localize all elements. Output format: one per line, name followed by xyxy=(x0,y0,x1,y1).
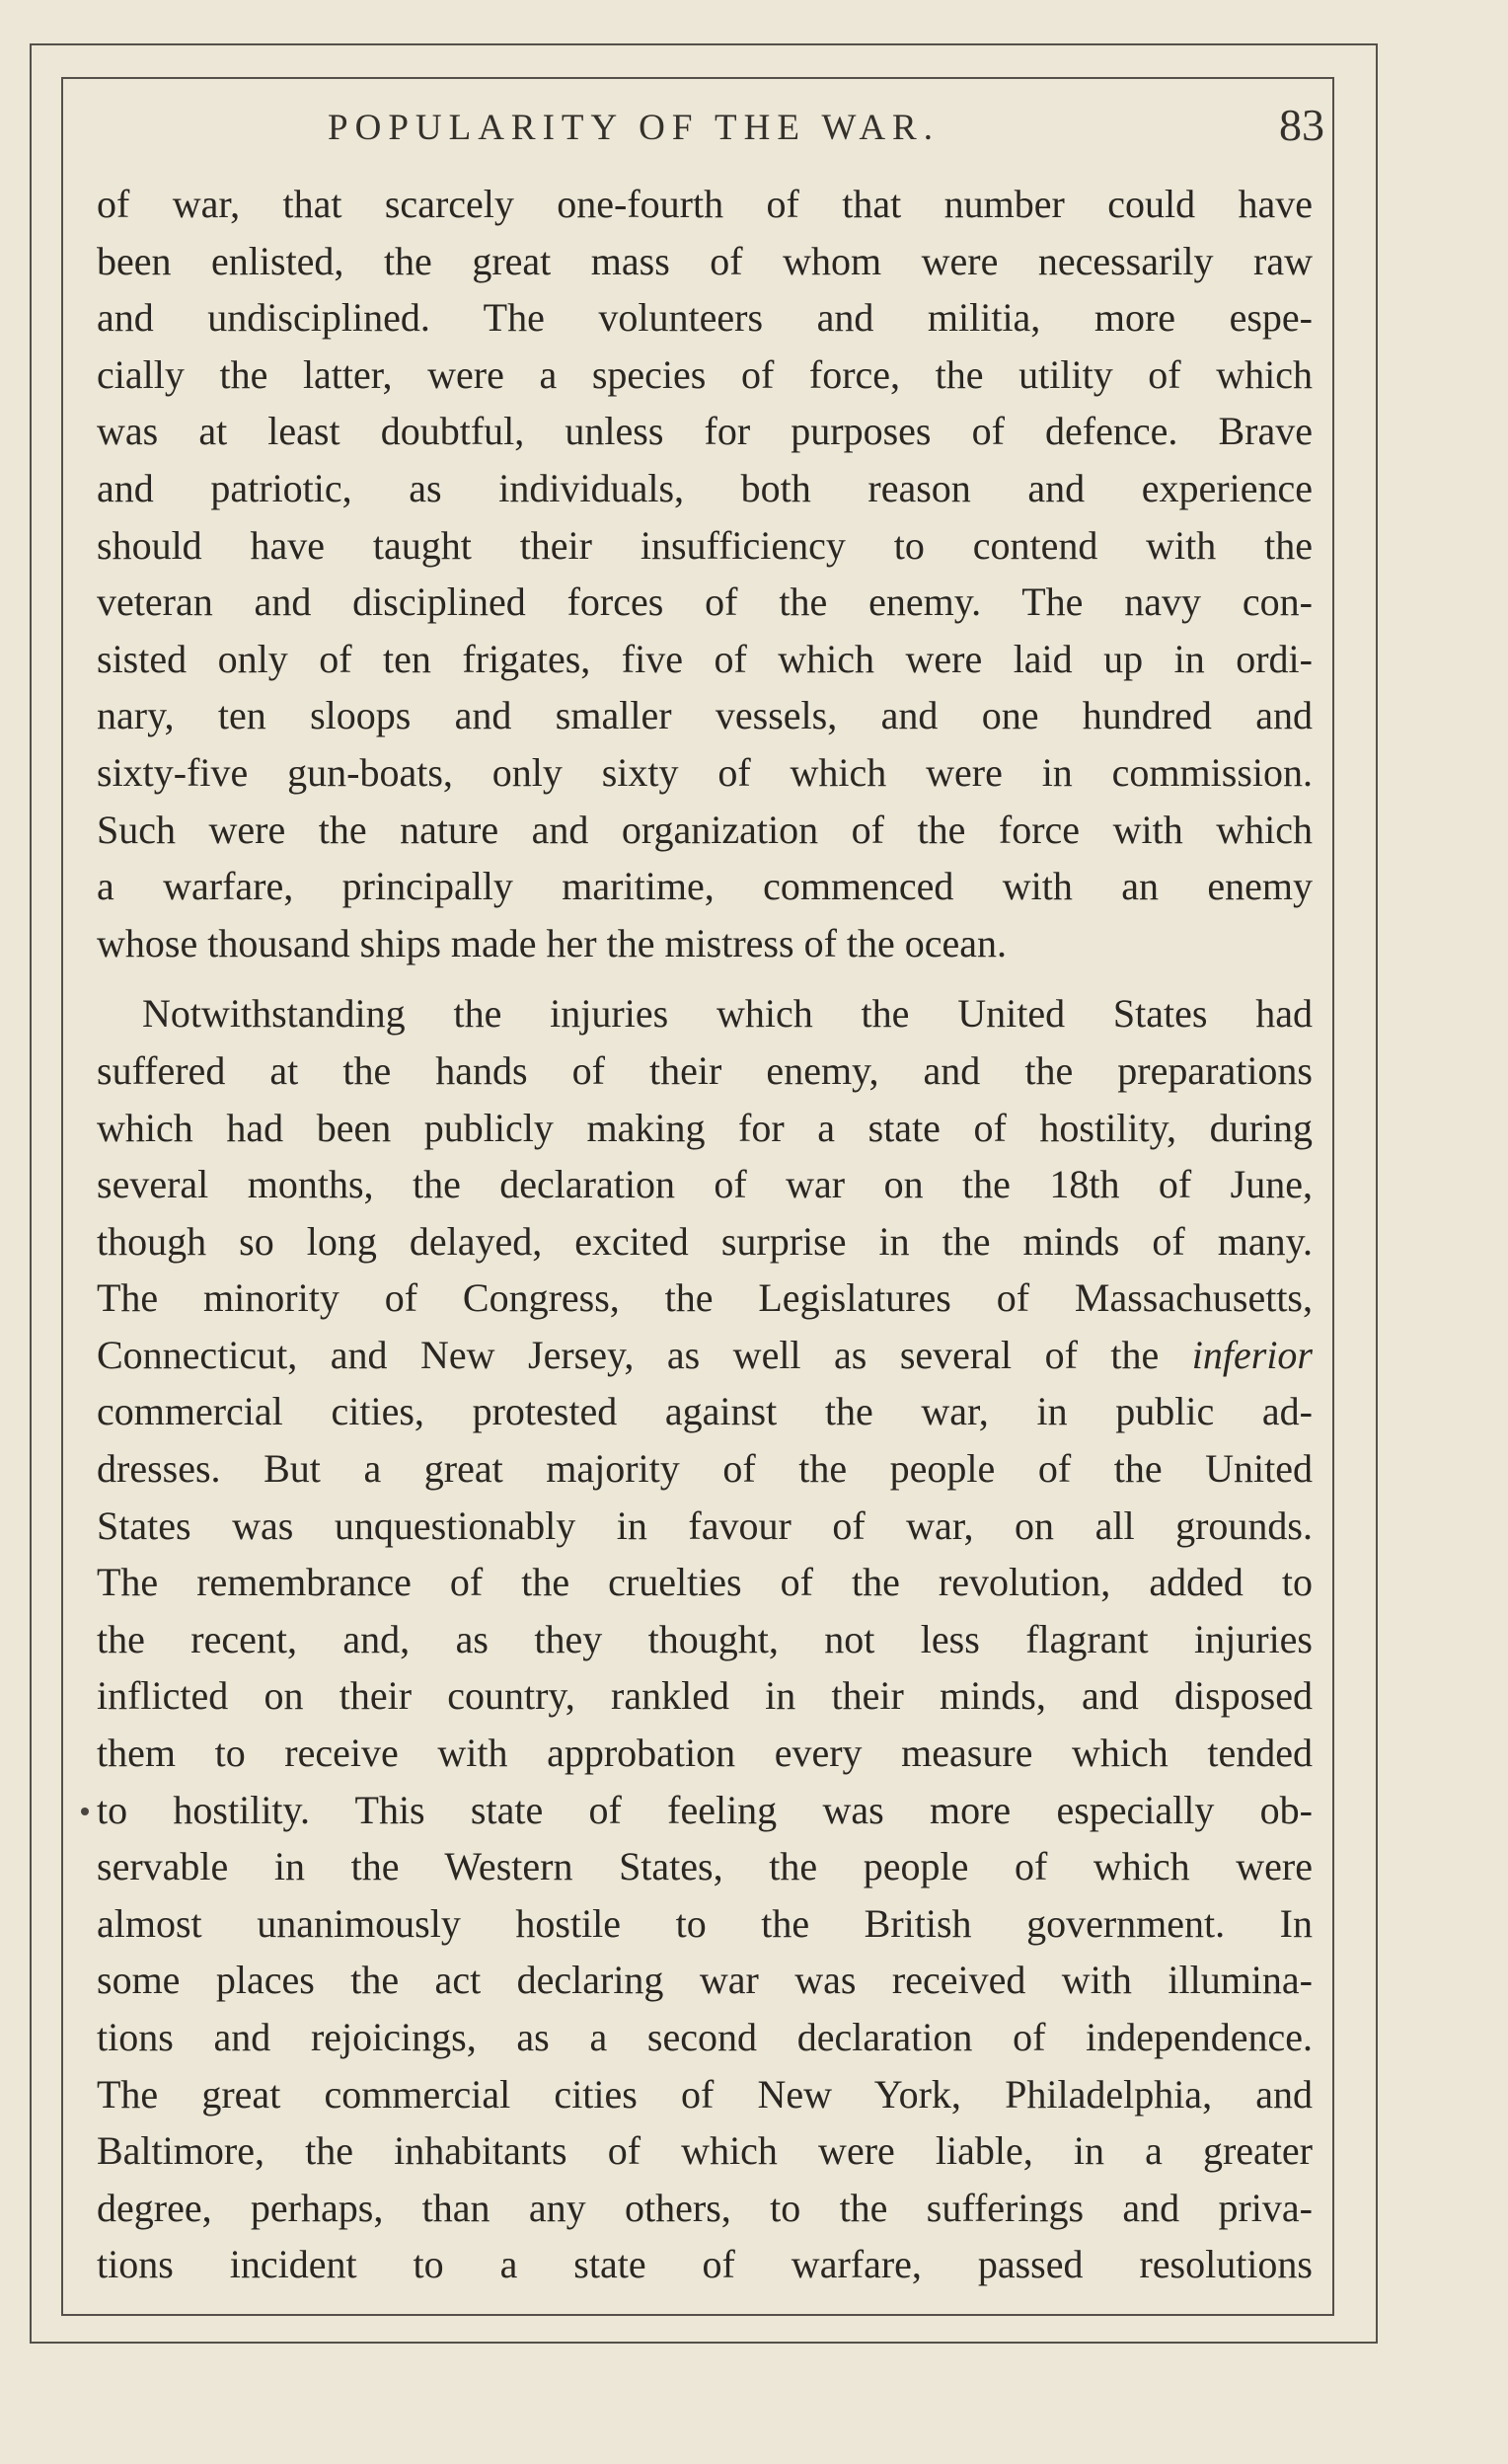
text-line: of war, that scarcely one-fourth of that number could have xyxy=(97,182,1313,226)
text-line: whose thousand ships made her the mistress of the ocean. xyxy=(97,920,1008,965)
text-line: cially the latter, were a species of force, the utility of which xyxy=(97,351,1313,397)
text-line: Notwithstanding the injuries which the United States had xyxy=(142,991,1313,1037)
text-line: dresses. But a great majority of the people of the United xyxy=(97,1446,1313,1492)
text-line: a warfare, principally maritime, commenced with an enemy xyxy=(97,864,1313,909)
text-line: inflicted on their country, rankled in their minds, and disposed xyxy=(97,1673,1313,1719)
body-text xyxy=(97,176,1313,2293)
text-line: to hostility. This state of feeling was more especially ob- xyxy=(97,1787,1313,1832)
text-line: tions incident to a state of warfare, passed resolutions xyxy=(97,2242,1313,2287)
text-line: The great commercial cities of New York, Philadelphia, and xyxy=(97,2071,1313,2117)
text-line: tions and rejoicings, as a second declaration of independence. xyxy=(97,2015,1313,2059)
text-line: suffered at the hands of their enemy, and the preparations xyxy=(97,1047,1313,1093)
text-line: sixty-five gun-boats, only sixty of which were in commission. xyxy=(97,749,1313,795)
running-head-title: POPULARITY OF THE WAR. xyxy=(328,108,940,148)
text-line: which had been publicly making for a state of hostility, during xyxy=(97,1105,1313,1150)
paragraph-gap xyxy=(97,971,1313,985)
text-line: Connecticut, and New Jersey, as well as several of the inferior xyxy=(97,1332,1313,1377)
paragraph-2 xyxy=(97,985,1313,2293)
paragraph-1 xyxy=(97,176,1313,971)
text-line: and patriotic, as individuals, both reason and experience xyxy=(97,465,1313,510)
text-line: them to receive with approbation every measure which tended xyxy=(97,1731,1313,1776)
text-line: degree, perhaps, than any others, to the sufferings and priva- xyxy=(97,2185,1313,2230)
text-line: should have taught their insufficiency to contend with the xyxy=(97,522,1313,568)
text-line: Such were the nature and organization of the force with which xyxy=(97,807,1313,852)
text-line: servable in the Western States, the people of which were xyxy=(97,1844,1313,1889)
text-line: been enlisted, the great mass of whom were necessarily raw xyxy=(97,238,1313,283)
text-line: The minority of Congress, the Legislatures of Massachusetts, xyxy=(97,1275,1313,1321)
text-line: and undisciplined. The volunteers and militia, more espe- xyxy=(97,295,1313,341)
text-line: The remembrance of the cruelties of the revolution, added to xyxy=(97,1560,1313,1605)
running-head xyxy=(61,97,1324,160)
text-line: nary, ten sloops and smaller vessels, and one hundred and xyxy=(97,693,1313,738)
text-line: veteran and disciplined forces of the enemy. The navy con- xyxy=(97,579,1313,625)
text-line: almost unanimously hostile to the British government. In xyxy=(97,1900,1313,1946)
margin-mark xyxy=(81,1808,89,1815)
page-number: 83 xyxy=(1279,100,1324,150)
text-line: Baltimore, the inhabitants of which were liable, in a greater xyxy=(97,2128,1313,2174)
text-line: sisted only of ten frigates, five of which were laid up in ordi- xyxy=(97,636,1313,681)
text-line: States was unquestionably in favour of war, on all grounds. xyxy=(97,1502,1313,1548)
text-line: though so long delayed, excited surprise in the minds of many. xyxy=(97,1218,1313,1264)
text-line: some places the act declaring war was received with illumina- xyxy=(97,1958,1313,2003)
text-line: several months, the declaration of war on the 18th of June, xyxy=(97,1162,1313,1207)
text-line: commercial cities, protested against the war, in public ad- xyxy=(97,1389,1313,1434)
text-line: the recent, and, as they thought, not less flagrant injuries xyxy=(97,1616,1313,1661)
text-line: was at least doubtful, unless for purposes of defence. Brave xyxy=(97,409,1313,454)
